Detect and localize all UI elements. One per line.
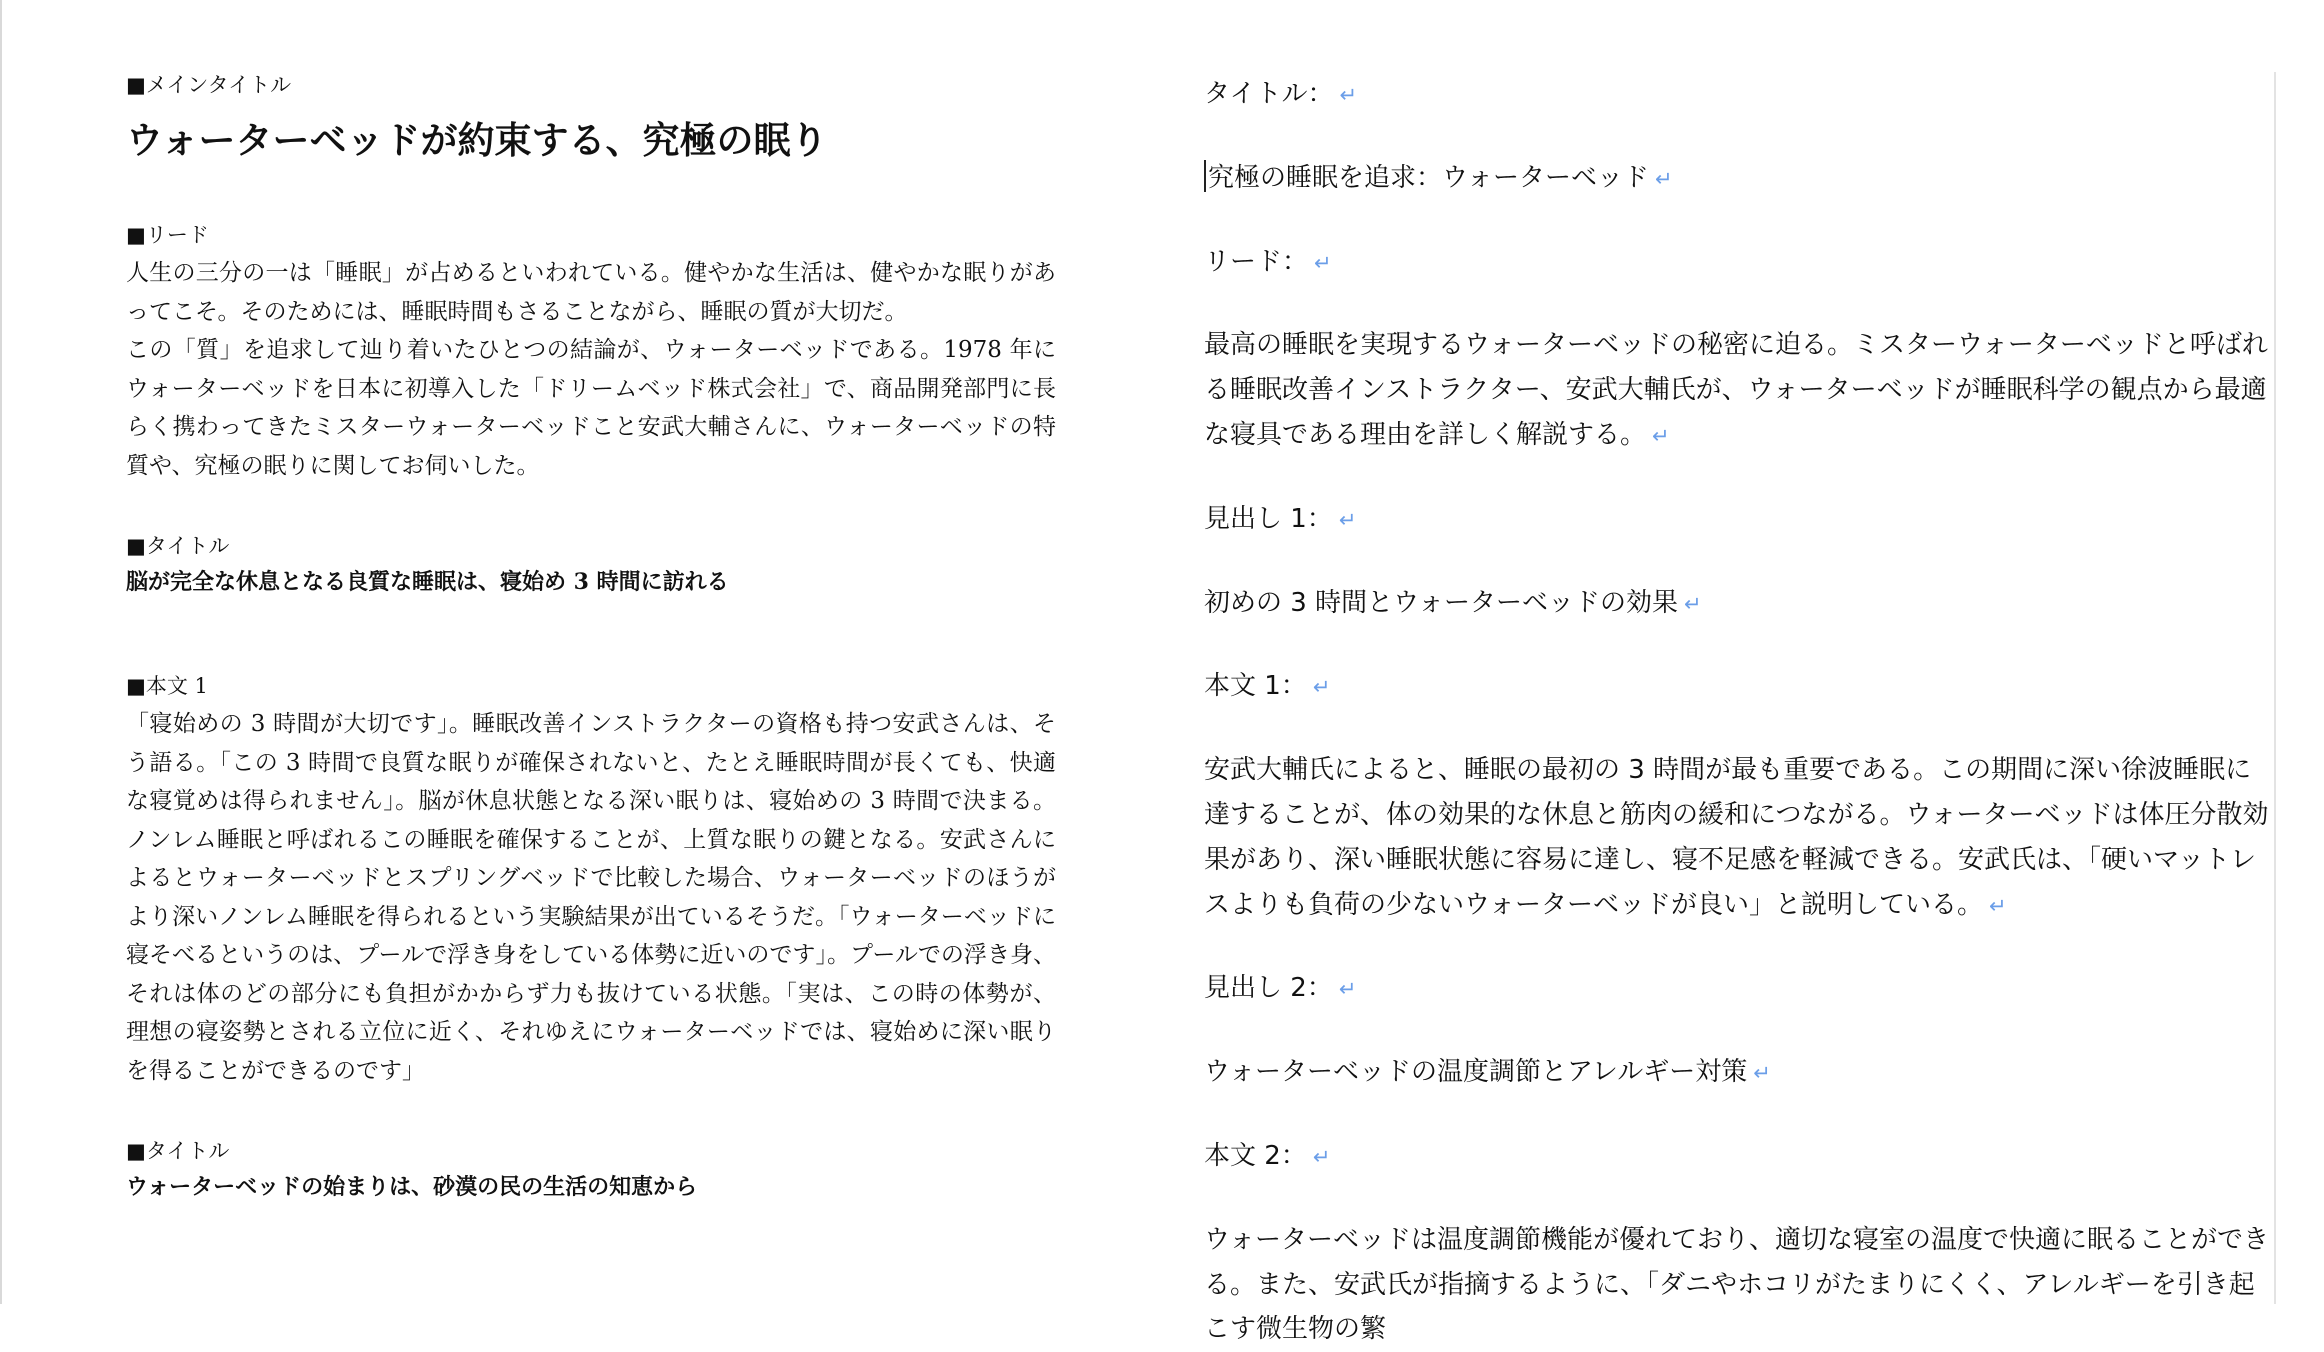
right-heading-1-label: 見出し 1： ↵: [1204, 503, 1357, 534]
paragraph-return-icon: ↵: [1314, 250, 1332, 275]
right-title-label: タイトル： ↵: [1204, 79, 1358, 109]
main-title-label: ■メインタイトル: [126, 73, 292, 97]
lead-paragraph-1: 人生の三分の一は「睡眠」が占めるといわれている。健やかな生活は、健やかな眠りがあってこそ。そのためには、睡眠時間もさることながら、睡眠の質が大切だ。: [126, 260, 1056, 325]
right-document[interactable]: [1204, 72, 2270, 1352]
right-heading-2-label: 見出し 2： ↵: [1204, 973, 1357, 1004]
paragraph-return-icon: ↵: [1753, 1061, 1771, 1086]
paragraph-return-icon: ↵: [1312, 1144, 1331, 1169]
text-cursor: [1204, 160, 1206, 192]
paragraph-return-icon: ↵: [1652, 423, 1670, 448]
right-heading-1: 初めの 3 時間とウォーターベッドの効果 ↵: [1204, 587, 1702, 618]
right-body-2-paragraph: ウォーターベッドは温度調節機能が優れており、適切な寝室の温度で快適に眠ることができる。また、安武氏が指摘するように、「ダニやホコリがたまりにくく、アレルギーを引き起こす微生物の繁: [1204, 1224, 2269, 1345]
lead-label: ■リード: [126, 223, 209, 247]
right-lead-paragraph: 最高の睡眠を実現するウォーターベッドの秘密に迫る。ミスターウォーターベッドと呼ばれる睡眠改善インストラクター、安武大輔氏が、ウォーターベッドが睡眠科学の観点から最適な寝具である理由を詳しく解説する。 ↵: [1204, 330, 2268, 450]
right-body-2-label: 本文 2： ↵: [1204, 1140, 1331, 1171]
title-2-label: ■タイトル: [126, 1139, 230, 1163]
title-1-label: ■タイトル: [126, 534, 230, 558]
paragraph-return-icon: ↵: [1338, 507, 1357, 532]
title-1: 脳が完全な休息となる良質な睡眠は、寝始め 3 時間に訪れる: [126, 569, 729, 595]
window-left-edge: [0, 0, 2, 1304]
right-heading-2: ウォーターベッドの温度調節とアレルギー対策 ↵: [1204, 1057, 1771, 1088]
paragraph-return-icon: ↵: [1654, 166, 1673, 191]
main-title: ウォーターベッドが約束する、究極の眠り: [126, 118, 828, 162]
paragraph-return-icon: ↵: [1312, 675, 1331, 700]
paragraph-return-icon: ↵: [1339, 83, 1358, 107]
paragraph-return-icon: ↵: [1988, 893, 2007, 918]
lead-paragraph-2: この「質」を追求して辿り着いたひとつの結論が、ウォーターベッドである。1978 年にウォーターベッドを日本に初導入した「ドリームベッド株式会社」で、商品開発部門に長らく携わってきたミスターウォーターベッドこと安武大輔さんに、ウォーターベッドの特質や、究極の眠りに関してお伺いした。: [126, 337, 1056, 479]
right-lead-label: リード： ↵: [1204, 246, 1332, 277]
body-1-paragraph: 「寝始めの 3 時間が大切です」。睡眠改善インストラクターの資格も持つ安武さんは、そう語る。「この 3 時間で良質な眠りが確保されないと、たとえ睡眠時間が長くても、快適な寝覚めは得られません」。脳が休息状態となる深い眠りは、寝始めの 3 時間で決まる。ノンレム睡眠と呼ばれるこの睡眠を確保することが、上質な眠りの鍵となる。安武さんによるとウォーターベッドとスプリングベッドで比較した場合、ウォーターベッドのほうがより深いノンレム睡眠を得られるという実験結果が出ているそうだ。「ウォーターベッドに寝そべるというのは、プールで浮き身をしている体勢に近いのです」。プールでの浮き身、それは体のどの部分にも負担がかからず力も抜けている状態。「実は、この時の体勢が、理想の寝姿勢とされる立位に近く、それゆえにウォーターベッドでは、寝始めに深い眠りを得ることができるのです」: [126, 711, 1056, 1084]
right-body-1-label: 本文 1： ↵: [1204, 671, 1331, 702]
body-1-label: ■本文 1: [126, 674, 208, 698]
left-document: [126, 70, 1056, 1204]
paragraph-return-icon: ↵: [1338, 977, 1357, 1002]
title-2: ウォーターベッドの始まりは、砂漠の民の生活の知恵から: [126, 1174, 698, 1200]
paragraph-return-icon: ↵: [1684, 591, 1702, 616]
right-body-1-paragraph: 安武大輔氏によると、睡眠の最初の 3 時間が最も重要である。この期間に深い徐波睡眠に達することが、体の効果的な休息と筋肉の緩和につながる。ウォーターベッドは体圧分散効果があり、深い睡眠状態に容易に達し、寝不足感を軽減できる。安武氏は、「硬いマットレスよりも負荷の少ないウォーターベッドが良い」と説明している。 ↵: [1204, 755, 2269, 920]
page-edge-divider: [2274, 72, 2276, 1304]
right-title[interactable]: 究極の睡眠を追求：ウォーターベッド ↵: [1204, 156, 2270, 202]
